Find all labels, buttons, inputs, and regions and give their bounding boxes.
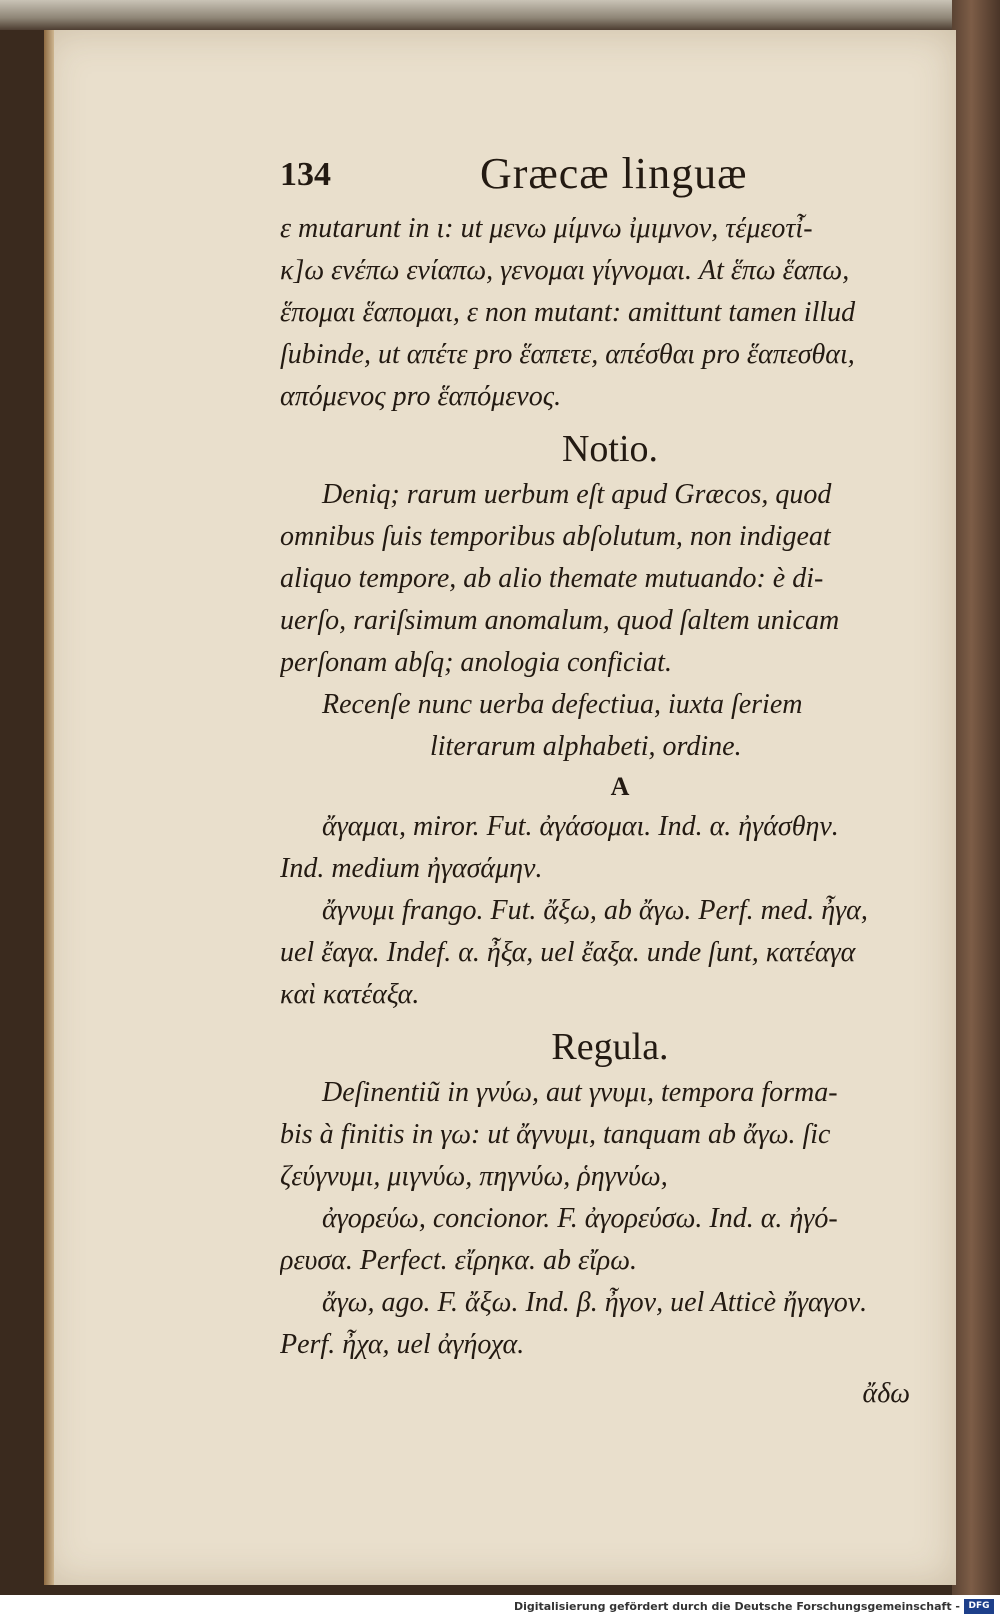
entry-ago (280, 1282, 940, 1366)
text-line: Recenſe nunc uerba defectiua, iuxta ſeriem (322, 689, 803, 720)
book-binding-edge (952, 0, 1000, 1595)
text-line: κ]ω ενέπω ενίαπω, γενομαι γίγνομαι. At ἕπω ἕαπω, (280, 255, 850, 286)
text-line: καὶ κατέαξα. (280, 979, 420, 1010)
text-line: ἄγαμαι, miror. Fut. ἀγάσομαι. Ind. α. ἠγάσθην. (322, 811, 839, 842)
text-line: ρευσα. Perfect. εἴρηκα. ab εἴρω. (280, 1245, 637, 1276)
text-line: ἄγω, ago. F. ἄξω. Ind. β. ἦγον, uel Atticè ἤγαγον. (322, 1287, 868, 1318)
text-line: ζεύγνυμι, μιγνύω, πηγνύω, ῥηγνύω, (280, 1161, 668, 1192)
page-number: 134 (280, 156, 331, 193)
text-line: ſubinde, ut απέτε pro ἕαπετε, απέσθαι pro ἕαπεσθαι, (280, 339, 855, 370)
page-gutter (44, 30, 54, 1585)
text-line: ἕπομαι ἕαπομαι, ε non mutant: amittunt tamen illud (280, 297, 856, 328)
digitization-footer (0, 1595, 1000, 1620)
heading-notio: Notio. (561, 428, 659, 470)
catchword: ἄδω (862, 1378, 910, 1409)
paragraph-regula (280, 1072, 940, 1198)
text-line: ε mutarunt in ι: ut μενω μίμνω ἰμιμνον, τέμεοτἶ- (280, 213, 813, 244)
text-line: perſonam abſq; anologia conficiat. (280, 647, 672, 678)
text-line: omnibus ſuis temporibus abſolutum, non indigeat (280, 521, 831, 552)
text-line: ἄγνυμι frango. Fut. ἄξω, ab ἄγω. Perf. med. ἦγα, (322, 895, 868, 926)
text-line: Deniq; rarum uerbum eſt apud Græcos, quod (322, 479, 832, 510)
text-line: uel ἔαγα. Indef. α. ἦξα, uel ἔαξα. unde ſunt, κατέαγα (280, 937, 856, 968)
paragraph-1 (280, 208, 940, 418)
page-content (280, 148, 940, 1414)
book-top-edge (0, 0, 1000, 30)
dfg-logo-icon: DFG (964, 1599, 994, 1614)
entry-agnymi (280, 890, 940, 1016)
heading-regula: Regula. (551, 1026, 669, 1068)
entry-agamai (280, 806, 940, 890)
text-line: απόμενος pro ἕαπόμενος. (280, 381, 562, 412)
text-line: Perf. ἦχα, uel ἀγήοχα. (280, 1329, 525, 1360)
text-line: Ind. medium ἠγασάμην. (280, 853, 543, 884)
running-title: Græcæ linguæ (480, 149, 748, 198)
text-line: ἀγορεύω, concionor. F. ἀγορεύσω. Ind. α. ἠγό- (322, 1203, 838, 1234)
paragraph-2 (280, 474, 940, 684)
text-line: aliquo tempore, ab alio themate mutuando: è di- (280, 563, 824, 594)
entry-agoreuo (280, 1198, 940, 1282)
text-line: Deſinentiũ in γνύω, aut γνυμι, tempora forma- (322, 1077, 838, 1108)
footer-credit: Digitalisierung gefördert durch die Deutsche Forschungsgemeinschaft - (513, 1600, 960, 1613)
text-line: bis à finitis in γω: ut ἄγνυμι, tanquam ab ἄγω. ſic (280, 1119, 831, 1150)
text-line: literarum alphabeti, ordine. (430, 731, 742, 762)
letter-heading-a: A (610, 772, 630, 801)
page-header (280, 148, 940, 208)
paragraph-3 (280, 684, 940, 768)
text-line: uerſo, rariſsimum anomalum, quod ſaltem unicam (280, 605, 840, 636)
